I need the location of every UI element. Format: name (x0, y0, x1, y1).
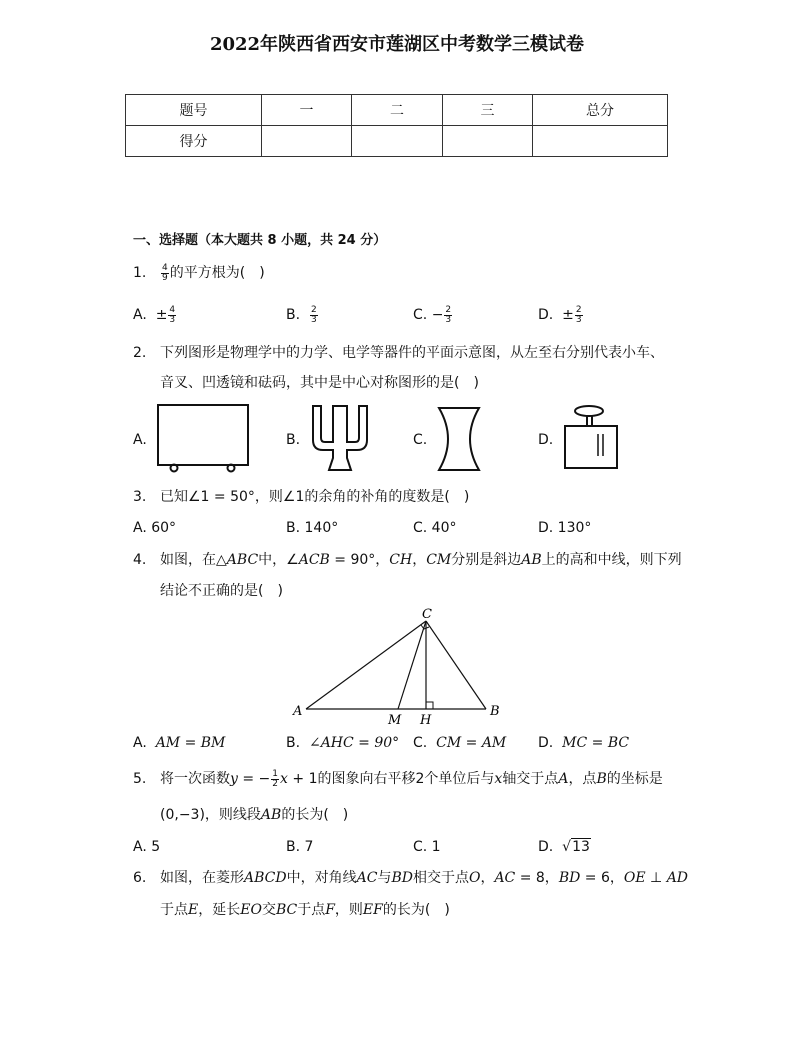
math: y (230, 771, 238, 787)
section-heading: 一、选择题（本大题共 8 小题，共 24 分） (133, 233, 387, 248)
text: 中，对角线 (286, 870, 357, 886)
frac-num: 1 (272, 768, 279, 779)
question-number: 2. (133, 345, 147, 361)
text: = 6， (580, 870, 624, 886)
text: ，则 (334, 902, 363, 918)
option-label: B. (286, 307, 301, 323)
option-label: A. (133, 735, 147, 751)
label-h: H (420, 713, 432, 728)
sqrt-radicand: 13 (572, 839, 590, 855)
weight-body (565, 426, 617, 468)
math: F (325, 902, 335, 918)
question-text: 已知∠1 = 50°，则∠1的余角的补角的度数是( ) (160, 489, 470, 505)
math: AB (260, 807, 282, 823)
question-4 (133, 550, 682, 570)
score-table-header-row (126, 95, 668, 126)
text: 的长为( ) (382, 902, 450, 918)
side-bc (426, 621, 486, 709)
score-cell (352, 126, 443, 157)
math: EO (240, 902, 262, 918)
q1-option-a (133, 305, 177, 325)
score-row-label: 得分 (126, 126, 262, 157)
q5-option-a: A. 5 (133, 839, 161, 855)
score-header-cell: 二 (352, 95, 443, 126)
weight-knob (575, 406, 603, 416)
label-c: C (422, 607, 432, 622)
q4-option-a (133, 733, 225, 753)
frac-den: 3 (169, 314, 176, 325)
math: CH (389, 552, 413, 568)
q5-option-b: B. 7 (286, 839, 314, 855)
math: ∠AHC = 90° (308, 735, 400, 751)
frac-den: 2 (272, 778, 279, 789)
q3-option-d: D. 130° (538, 520, 592, 536)
score-header-cell: 一 (262, 95, 352, 126)
text: ，延长 (198, 902, 241, 918)
fraction (168, 306, 176, 325)
math: ABC (226, 552, 259, 568)
option-label: C. (413, 307, 428, 323)
text: ， (412, 552, 427, 568)
triangle-figure (290, 606, 505, 728)
fraction (271, 770, 279, 789)
sign: ± (155, 307, 168, 323)
option-label: B. (286, 735, 301, 751)
math: AM = BM (155, 735, 226, 751)
q5-option-d: D. √13 (538, 839, 590, 855)
question-number: 4. (133, 552, 147, 568)
frac-num: 2 (575, 304, 582, 315)
q1-option-b (286, 305, 319, 325)
math: ACB (298, 552, 330, 568)
text: = − (237, 771, 271, 787)
math: MC = BC (562, 735, 630, 751)
question-4-line2: 结论不正确的是( ) (160, 583, 283, 599)
tuning-fork-outline (313, 406, 367, 470)
math: EF (362, 902, 383, 918)
q2-option-a-label: A. (133, 432, 147, 448)
text: = 8， (515, 870, 559, 886)
concave-lens-figure (434, 404, 486, 474)
fraction (161, 264, 169, 283)
text: = 90°， (329, 552, 390, 568)
text: 上的高和中线，则下列 (541, 552, 682, 568)
math: ABCD (244, 870, 287, 886)
option-label: D. (538, 839, 554, 855)
text: (0,−3)，则线段 (160, 807, 261, 823)
math: AC (494, 870, 516, 886)
text: 的图象向右平移2个单位后与 (317, 771, 495, 787)
text: 如图，在△ (160, 552, 227, 568)
page-title: 2022年陕西省西安市莲湖区中考数学三模试卷 (209, 34, 585, 55)
score-table-row (126, 126, 668, 157)
cart-figure (154, 402, 250, 474)
frac-num: 2 (445, 304, 452, 315)
q2-option-c-label: C. (413, 432, 428, 448)
math: OE (623, 870, 646, 886)
math: BD (391, 870, 413, 886)
q1-option-d (538, 305, 584, 325)
math: AC (356, 870, 378, 886)
text: 于点 (160, 902, 188, 918)
text: 与 (377, 870, 392, 886)
text: 轴交于点 (502, 771, 559, 787)
fraction (575, 306, 583, 325)
label-m: M (388, 713, 402, 728)
math: CM (426, 552, 452, 568)
math: A (558, 771, 569, 787)
math: x (280, 771, 288, 787)
math: CM = AM (436, 735, 507, 751)
math: x (494, 771, 503, 787)
score-header-cell: 题号 (126, 95, 262, 126)
question-6-line2 (160, 900, 450, 920)
score-header-cell: 总分 (533, 95, 668, 126)
q4-option-c (413, 733, 506, 753)
score-table (125, 94, 668, 157)
option-label: D. (538, 735, 554, 751)
weight-figure (562, 404, 622, 472)
sign: ± (562, 307, 574, 323)
math: AD (666, 870, 689, 886)
tuning-fork-figure (307, 402, 377, 474)
question-text: 下列图形是物理学中的力学、电学等器件的平面示意图，从左至右分别代表小车、 (160, 345, 664, 361)
option-label: C. (413, 735, 428, 751)
text: 的坐标是 (606, 771, 663, 787)
side-ac (306, 621, 426, 709)
math: B (596, 771, 607, 787)
question-5-line2 (160, 805, 348, 825)
q3-option-b: B. 140° (286, 520, 339, 536)
question-6 (133, 868, 688, 888)
text: 相交于点 (412, 870, 469, 886)
question-3 (133, 487, 469, 507)
score-cell (533, 126, 668, 157)
frac-den: 9 (162, 272, 168, 283)
score-cell (443, 126, 533, 157)
frac-den: 3 (575, 314, 582, 325)
q2-option-b-label: B. (286, 432, 301, 448)
frac-num: 4 (162, 262, 168, 273)
question-text: 的平方根为( ) (169, 265, 265, 281)
label-b: B (490, 704, 500, 719)
fraction (444, 306, 452, 325)
q1-option-c (413, 305, 453, 325)
question-1 (133, 263, 265, 283)
text: 分别是斜边 (451, 552, 522, 568)
text: ，点 (568, 771, 597, 787)
q5-option-c: C. 1 (413, 839, 441, 855)
q3-option-a: A. 60° (133, 520, 177, 536)
sign: − (431, 307, 444, 323)
q4-option-d (538, 733, 629, 753)
frac-den: 3 (310, 314, 317, 325)
frac-num: 4 (169, 304, 176, 315)
question-number: 3. (133, 489, 147, 505)
label-a: A (293, 704, 303, 719)
option-label: A. (133, 307, 147, 323)
concave-lens-outline (439, 408, 479, 470)
text: ⊥ (645, 870, 667, 886)
math: O (468, 870, 481, 886)
text: ， (480, 870, 495, 886)
math: AB (521, 552, 542, 568)
math: BD (558, 870, 581, 886)
question-number: 6. (133, 870, 147, 886)
frac-num: 2 (310, 304, 317, 315)
math: BC (275, 902, 298, 918)
question-2 (133, 343, 664, 363)
median-cm (398, 621, 426, 709)
score-cell (262, 126, 352, 157)
fraction (310, 306, 318, 325)
cart-body (158, 405, 248, 465)
question-5 (133, 769, 663, 789)
question-number: 1. (133, 265, 147, 281)
question-2-line2: 音叉、凹透镜和砝码，其中是中心对称图形的是( ) (160, 375, 479, 391)
text: 中，∠ (258, 552, 299, 568)
q4-option-b (286, 733, 399, 753)
score-header-cell: 三 (443, 95, 533, 126)
frac-den: 3 (445, 314, 452, 325)
text: 如图，在菱形 (160, 870, 244, 886)
text: + 1 (287, 771, 318, 787)
text: 于点 (297, 902, 326, 918)
option-label: D. (538, 307, 554, 323)
q2-option-d-label: D. (538, 432, 554, 448)
text: 将一次函数 (160, 771, 230, 787)
text: 的长为( ) (281, 807, 349, 823)
question-number: 5. (133, 771, 147, 787)
math: E (188, 902, 199, 918)
right-angle-mark-h (426, 702, 433, 709)
q3-option-c: C. 40° (413, 520, 457, 536)
text: 交 (261, 902, 276, 918)
